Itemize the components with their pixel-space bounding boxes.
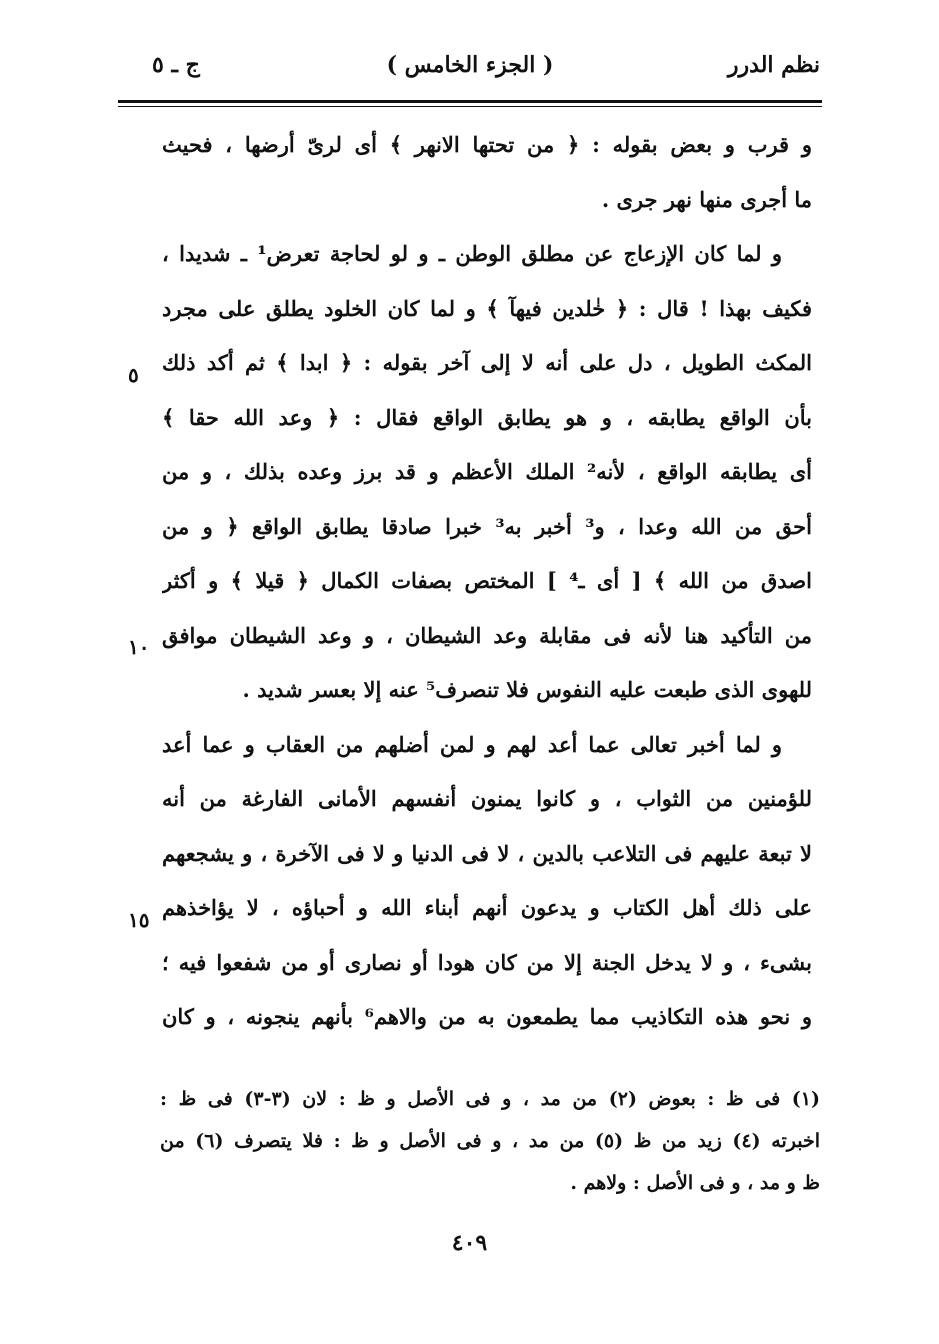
footnote-line: ظ و مد ، و فى الأصل : ولاهم . (570, 1172, 820, 1194)
text-line: المكث الطويل ، دل على أنه لا إلى آخر بقوله : ﴿ ابدا ﴾ ثم أكد ذلك (162, 350, 812, 375)
footnote-line: اخبرته (٤) زيد من ظ (٥) من مد ، و فى الأصل و ظ : فلا يتصرف (٦) من (160, 1130, 820, 1152)
line-number-15: ١٥ (128, 908, 150, 932)
text-line: على ذلك أهل الكتاب و يدعون أنهم أبناء الله و أحباؤه ، لا يؤاخذهم (162, 895, 812, 920)
volume-label: ج ـ ٥ (152, 52, 200, 78)
text-line: أحق من الله وعدا ، و³ أخبر به³ خبرا صادقا يطابق الواقع ﴿ و من (162, 513, 812, 539)
text-line: من التأكيد هنا لأنه فى مقابلة وعد الشيطان ، و وعد الشيطان موافق (162, 622, 812, 648)
running-header (120, 52, 820, 92)
text-line: لا تبعة عليهم فى التلاعب بالدين ، لا فى الدنيا و لا فى الآخرة ، و يشجعهم (162, 840, 812, 866)
text-line: و قرب و بعض بقوله : ﴿ من تحتها الانهر ﴾ أى لرىّ أرضها ، فحيث (162, 132, 812, 157)
header-rule-thick (118, 100, 822, 103)
page-number: ٤٠٩ (451, 1230, 488, 1256)
text-line: اصدق من الله ﴾ [ أى ـ⁴ ] المختص بصفات الكمال ﴿ قيلا ﴾ و أكثر (162, 568, 812, 593)
footnotes (160, 1078, 820, 1204)
text-line: أى يطابقه الواقع ، لأنه² الملك الأعظم و قد برز وعده بذلك ، و من (162, 459, 812, 484)
part-title: ( الجزء الخامس ) (386, 52, 554, 78)
line-number-10: ١٠ (128, 635, 150, 659)
text-line: بأن الواقع يطابقه ، و هو يطابق الواقع فقال : ﴿ وعد الله حقا ﴾ (162, 404, 812, 430)
text-line: للؤمنين من الثواب ، و كانوا يمنون أنفسهم الأمانى الفارغة من أنه (162, 786, 812, 811)
text-line: و نحو هذه التكاذيب مما يطمعون به من والاهم⁶ بأنهم ينجونه ، و كان (162, 1004, 812, 1029)
footnote-line: (١) فى ظ : بعوض (٢) من مد ، و فى الأصل و ظ : لان (٣-٣) فى ظ : (160, 1088, 820, 1110)
line-number-5: ٥ (128, 363, 139, 387)
text-line: بشىء ، و لا يدخل الجنة إلا من كان هودا أو نصارى أو من شفعوا فيه ؛ (162, 949, 812, 975)
book-title: نظم الدرر (727, 52, 820, 78)
text-line: فكيف بهذا ! قال : ﴿ خٰلدين فيهآ ﴾ و لما كان الخلود يطلق على مجرد (162, 295, 812, 321)
text-line: ما أجرى منها نهر جرى . (601, 186, 812, 212)
main-text (162, 118, 812, 1045)
text-line: و لما كان الإزعاج عن مطلق الوطن ـ و لو لحاجة تعرض¹ ـ شديدا ، (162, 241, 783, 266)
header-rule-thin (118, 106, 822, 107)
text-line: و لما أخبر تعالى عما أعد لهم و لمن أضلهم من العقاب و عما أعد (162, 731, 782, 757)
text-line: للهوى الذى طبعت عليه النفوس فلا تنصرف⁵ عنه إلا بعسر شديد . (242, 677, 812, 702)
